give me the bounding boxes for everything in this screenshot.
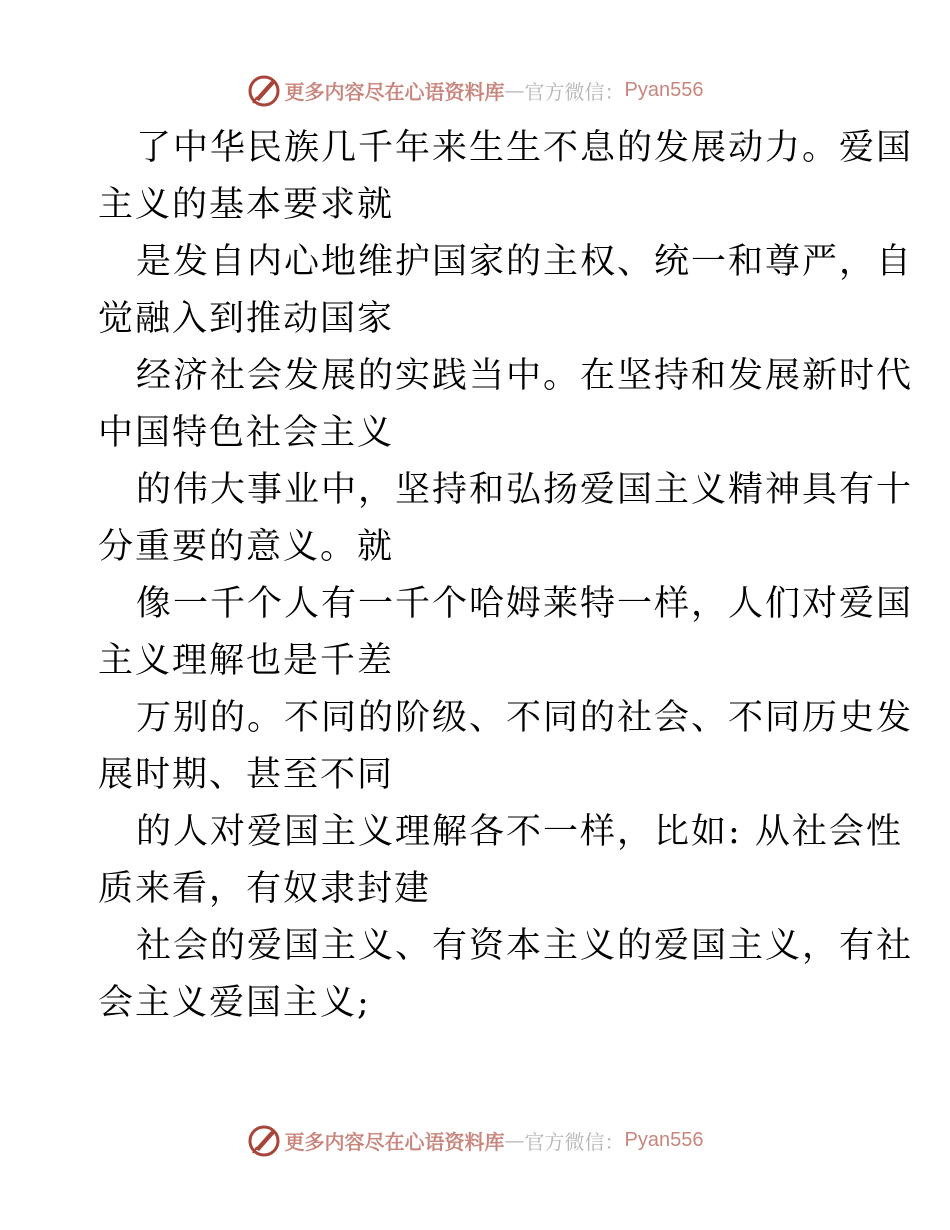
banner-site-text: 更多内容尽在心语资料库 <box>284 79 505 104</box>
text-line: 的伟大事业中，坚持和弘扬爱国主义精神具有十 <box>136 470 914 510</box>
banner-wechat-label: 官方微信： <box>524 1129 625 1154</box>
banner-dash: — <box>504 78 525 102</box>
banner-wechat-id: Pyan556 <box>624 1128 704 1151</box>
text-line: 社会的爱国主义、有资本主义的爱国主义，有社 <box>136 926 914 966</box>
text-line: 万别的。不同的阶级、不同的社会、不同历史发 <box>136 698 914 738</box>
text-line: 主义的基本要求就 <box>98 185 395 225</box>
text-line: 是发自内心地维护国家的主权、统一和尊严，自 <box>136 242 914 282</box>
text-line: 像一千个人有一千个哈姆莱特一样，人们对爱国 <box>136 584 914 624</box>
text-line: 中国特色社会主义 <box>98 413 395 453</box>
banner-dash: — <box>504 1128 525 1152</box>
banner-wechat-id: Pyan556 <box>624 78 704 101</box>
text-line: 经济社会发展的实践当中。在坚持和发展新时代 <box>136 356 914 396</box>
header-banner <box>0 70 950 110</box>
text-line: 了中华民族几千年来生生不息的发展动力。爱国 <box>136 128 914 168</box>
quill-pen-logo-icon <box>247 73 281 107</box>
banner-site-text: 更多内容尽在心语资料库 <box>284 1129 505 1154</box>
text-line: 分重要的意义。就 <box>98 527 395 567</box>
text-line: 觉融入到推动国家 <box>98 299 395 339</box>
quill-pen-logo-icon <box>247 1123 281 1157</box>
document-body <box>98 120 914 1032</box>
text-line: 会主义爱国主义; <box>98 983 371 1023</box>
text-line: 主义理解也是千差 <box>98 641 395 681</box>
text-line: 展时期、甚至不同 <box>98 755 395 795</box>
banner-wechat-label: 官方微信： <box>524 79 625 104</box>
text-line: 质来看，有奴隶封建 <box>98 869 432 909</box>
footer-banner <box>0 1120 950 1160</box>
text-line: 的人对爱国主义理解各不一样，比如: 从社会性 <box>136 812 903 852</box>
